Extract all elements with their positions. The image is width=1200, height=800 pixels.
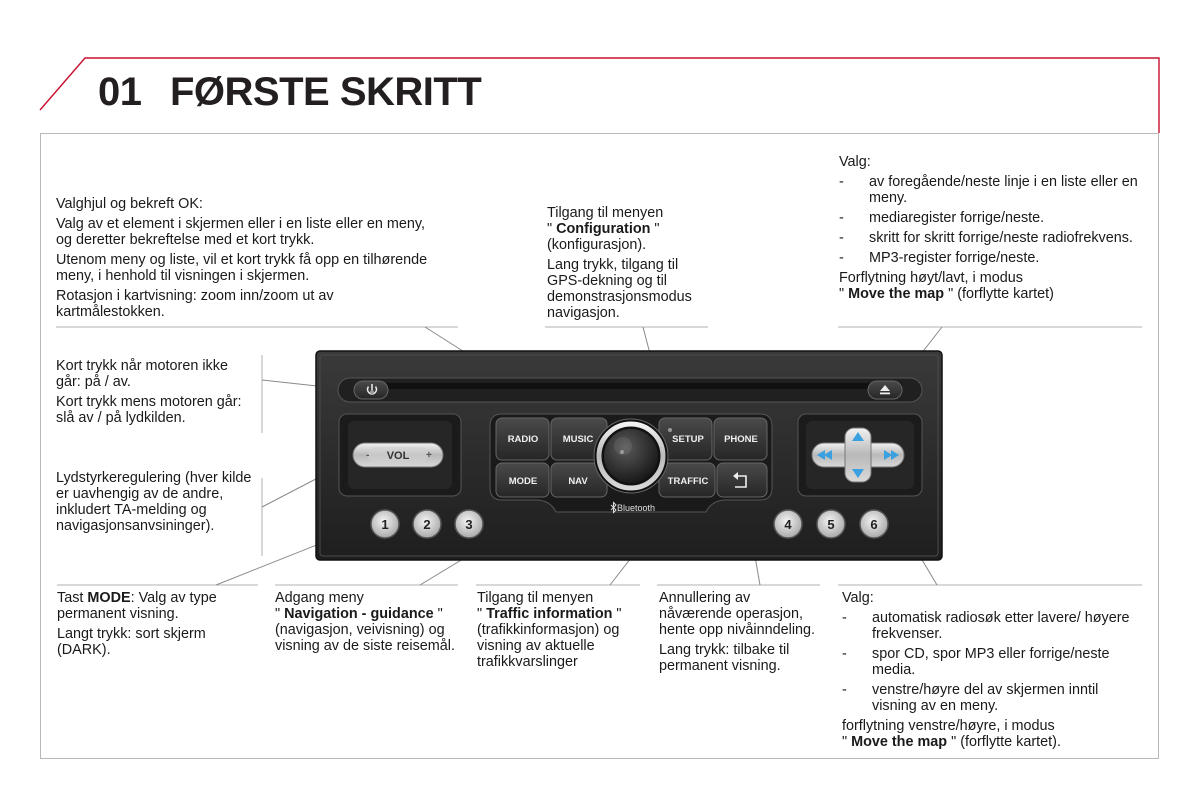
phone-button-label: PHONE: [724, 434, 758, 445]
preset-4-label: 4: [784, 517, 792, 532]
setup-annotation-p2: Lang trykk, tilgang til GPS-dekning og til demonstrasjonsmodus navigasjon.: [547, 257, 692, 321]
traffic-annotation-bold: Traffic information: [486, 606, 613, 622]
leftright-annotation: Valg: - automatisk radiosøk etter lavere/ høyere frekvenser. - spor CD, spor MP3 eller forrige/neste media. - venstre/høyre del av skjermen inntil visning av en meny. forflytning venstre/høyre, i modus " Move the map " (forflytte kartet).: [842, 590, 1142, 754]
setup-annotation-pre: Tilgang til menyen: [547, 205, 664, 221]
mode-annotation-post: : Valg av type permanent visning.: [57, 590, 217, 622]
updown-move-post: (forflytte kartet): [957, 286, 1054, 302]
back-annotation-p2: Lang trykk: tilbake til permanent visning.: [659, 642, 790, 674]
preset-6-label: 6: [870, 517, 878, 532]
traffic-annotation-pre: Tilgang til menyen: [477, 590, 594, 606]
volume-annotation-text: Lydstyrkeregulering (hver kilde er uavhengig av de andre, inkludert TA-melding og navigasjonsanvsininger).: [56, 470, 252, 534]
updown-move-pre: Forflytning høyt/lavt, i modus: [839, 270, 1023, 286]
updown-annotation: Valg: - av foregående/neste linje i en liste eller en meny. - mediaregister forrige/neste. - skritt for skritt forrige/neste radiofrekvens. - MP3-register forrige/neste. Forflytning høyt/lavt, i modus " Move the map " (forflytte kartet): [839, 154, 1154, 306]
preset-button-2[interactable]: [413, 510, 441, 538]
traffic-button[interactable]: [659, 463, 715, 497]
updown-item-3: skritt for skritt forrige/neste radiofrekvens.: [869, 230, 1133, 246]
power-button[interactable]: [354, 381, 388, 399]
leftright-move-bold: Move the map: [851, 734, 948, 750]
rotary-knob[interactable]: [594, 419, 668, 493]
knob-annotation-title: Valghjul og bekreft OK:: [56, 196, 203, 212]
cd-slot[interactable]: [382, 383, 902, 389]
setup-annotation-post: (konfigurasjon).: [547, 237, 647, 253]
traffic-annotation: Tilgang til menyen " Traffic information " (trafikkinformasjon) og visning av aktuelle trafikkvarslinger: [477, 590, 622, 670]
volume-minus-label: -: [366, 450, 370, 461]
preset-3-label: 3: [465, 517, 473, 532]
updown-move-bold: Move the map: [848, 286, 945, 302]
traffic-button-label: TRAFFIC: [667, 476, 709, 487]
mode-annotation-bold: MODE: [87, 590, 131, 606]
mode-annotation-p2: Langt trykk: sort skjerm (DARK).: [57, 626, 206, 658]
phone-button[interactable]: [714, 418, 767, 460]
mode-button-label: MODE: [508, 476, 538, 487]
setup-annotation-bold: Configuration: [556, 221, 651, 237]
preset-1-label: 1: [381, 517, 389, 532]
radio-button-label: RADIO: [507, 434, 539, 445]
chapter-title: FØRSTE SKRITT: [170, 70, 482, 114]
setup-annotation: Tilgang til menyen " Configuration " (konfigurasjon). Lang trykk, tilgang til GPS-dekning og til demonstrasjonsmodus navigasjon.: [547, 205, 715, 325]
preset-button-3[interactable]: [455, 510, 483, 538]
chapter-number: 01: [98, 70, 142, 114]
leftright-item-2: spor CD, spor MP3 eller forrige/neste media.: [872, 646, 1110, 678]
nav-annotation-bold: Navigation - guidance: [284, 606, 434, 622]
updown-annotation-title: Valg:: [839, 154, 871, 170]
power-annotation-p2: Kort trykk mens motoren går: slå av / på lydkilden.: [56, 394, 242, 426]
preset-button-1[interactable]: [371, 510, 399, 538]
volume-plus-label: +: [426, 450, 432, 461]
nav-annotation-pre: Adgang meny: [275, 590, 364, 606]
updown-item-1: av foregående/neste linje i en liste eller en meny.: [869, 174, 1138, 206]
leftright-move-post: (forflytte kartet).: [960, 734, 1061, 750]
nav-annotation-post: (navigasjon, veivisning) og visning av de siste reisemål.: [275, 622, 455, 654]
leftright-move-pre: forflytning venstre/høyre, i modus: [842, 718, 1055, 734]
power-annotation-p1: Kort trykk når motoren ikke går: på / av.: [56, 358, 228, 390]
leftright-item-3: venstre/høyre del av skjermen inntil visning av en meny.: [872, 682, 1099, 714]
traffic-annotation-post: (trafikkinformasjon) og visning av aktuelle trafikkvarslinger: [477, 622, 620, 670]
volume-rocker[interactable]: [353, 443, 443, 467]
music-button-label: MUSIC: [562, 434, 594, 445]
updown-item-2: mediaregister forrige/neste.: [869, 210, 1045, 226]
nav-button-label: NAV: [568, 476, 588, 487]
back-annotation-p1: Annullering av nåværende operasjon, hente opp nivåinndeling.: [659, 590, 816, 638]
setup-button-label: SETUP: [672, 434, 704, 445]
bluetooth-label: Bluetooth: [616, 503, 656, 513]
leftright-item-1: automatisk radiosøk etter lavere/ høyere frekvenser.: [872, 610, 1130, 642]
back-button[interactable]: [717, 463, 767, 497]
knob-annotation-p3: Rotasjon i kartvisning: zoom inn/zoom ut av kartmålestokken.: [56, 288, 334, 320]
preset-5-label: 5: [827, 517, 835, 532]
nav-annotation: Adgang meny " Navigation - guidance " (navigasjon, veivisning) og visning av de siste reisemål.: [275, 590, 455, 654]
mode-annotation-pre: Tast: [57, 590, 84, 606]
preset-button-6[interactable]: [860, 510, 888, 538]
leftright-annotation-title: Valg:: [842, 590, 874, 606]
knob-annotation-p2: Utenom meny og liste, vil et kort trykk få opp en tilhørende meny, i henhold til visningen i skjermen.: [56, 252, 428, 284]
updown-item-4: MP3-register forrige/neste.: [869, 250, 1040, 266]
preset-2-label: 2: [423, 517, 431, 532]
radio-source-button[interactable]: [496, 418, 549, 460]
eject-button[interactable]: [868, 381, 902, 399]
preset-button-4[interactable]: [774, 510, 802, 538]
knob-annotation-p1: Valg av et element i skjermen eller i en liste eller en meny, og deretter bekreftelse med et kort trykk.: [56, 216, 425, 248]
volume-label: VOL: [386, 450, 410, 462]
mode-button[interactable]: [496, 463, 549, 497]
preset-button-5[interactable]: [817, 510, 845, 538]
